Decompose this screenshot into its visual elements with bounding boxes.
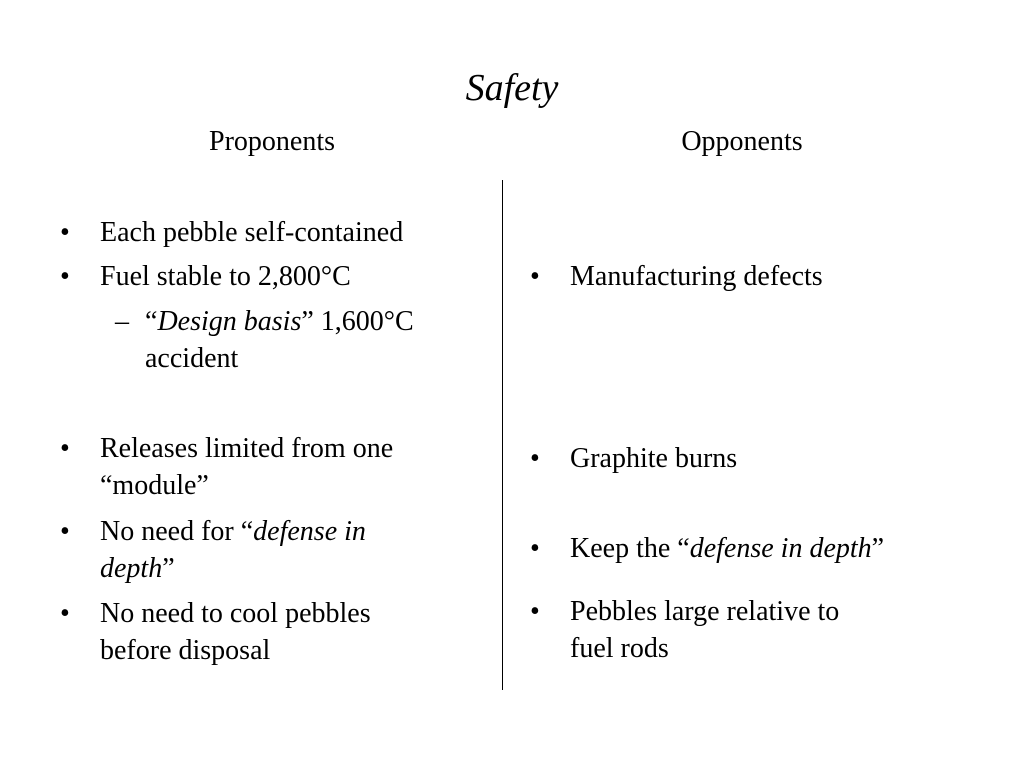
- design-basis-term: Design basis: [157, 306, 302, 337]
- o3-italic: defense in depth: [689, 533, 872, 564]
- item5-prefix: No need for “: [100, 516, 254, 547]
- item4-line1: Releases limited from one: [100, 433, 394, 464]
- bullet-marker: •: [60, 217, 70, 248]
- opponent-item-2-text: Graphite burns: [570, 443, 738, 474]
- proponent-subitem-text: [145, 303, 414, 377]
- proponent-item-6-text: [100, 595, 371, 669]
- item5-suffix: ”: [162, 553, 175, 584]
- item4-line2: “module”: [100, 470, 209, 501]
- opponent-item-4-text: [570, 593, 839, 667]
- bullet-marker: •: [530, 261, 540, 292]
- proponent-item-5-text: [100, 513, 366, 587]
- bullet-marker: •: [60, 516, 70, 547]
- bullet-marker: •: [530, 596, 540, 627]
- dash-marker: –: [115, 306, 129, 337]
- open-quote: “: [145, 306, 158, 337]
- item6-line1: No need to cool pebbles: [100, 598, 371, 629]
- item6-line2: before disposal: [100, 635, 271, 666]
- opponent-item-1-text: Manufacturing defects: [570, 261, 823, 292]
- item5-italic-1: defense in: [253, 516, 366, 547]
- bullet-marker: •: [60, 598, 70, 629]
- bullet-marker: •: [530, 443, 540, 474]
- proponent-item-2-text: Fuel stable to 2,800°C: [100, 261, 351, 292]
- proponents-header: Proponents: [209, 126, 335, 157]
- o4-line2: fuel rods: [570, 633, 669, 664]
- proponent-item-4-text: [100, 430, 393, 504]
- o4-line1: Pebbles large relative to: [570, 596, 840, 627]
- bullet-marker: •: [60, 261, 70, 292]
- proponent-item-1-text: Each pebble self-contained: [100, 217, 404, 248]
- column-divider: [502, 180, 503, 690]
- bullet-marker: •: [60, 433, 70, 464]
- subitem-line2: accident: [145, 343, 239, 374]
- subitem-rest: ” 1,600°C: [301, 306, 414, 337]
- bullet-marker: •: [530, 533, 540, 564]
- o3-prefix: Keep the “: [570, 533, 690, 564]
- item5-italic-2: depth: [100, 553, 163, 584]
- o3-suffix: ”: [871, 533, 885, 564]
- slide-title: Safety: [465, 67, 559, 109]
- opponents-header: Opponents: [681, 126, 803, 157]
- opponent-item-3-text: [570, 530, 884, 567]
